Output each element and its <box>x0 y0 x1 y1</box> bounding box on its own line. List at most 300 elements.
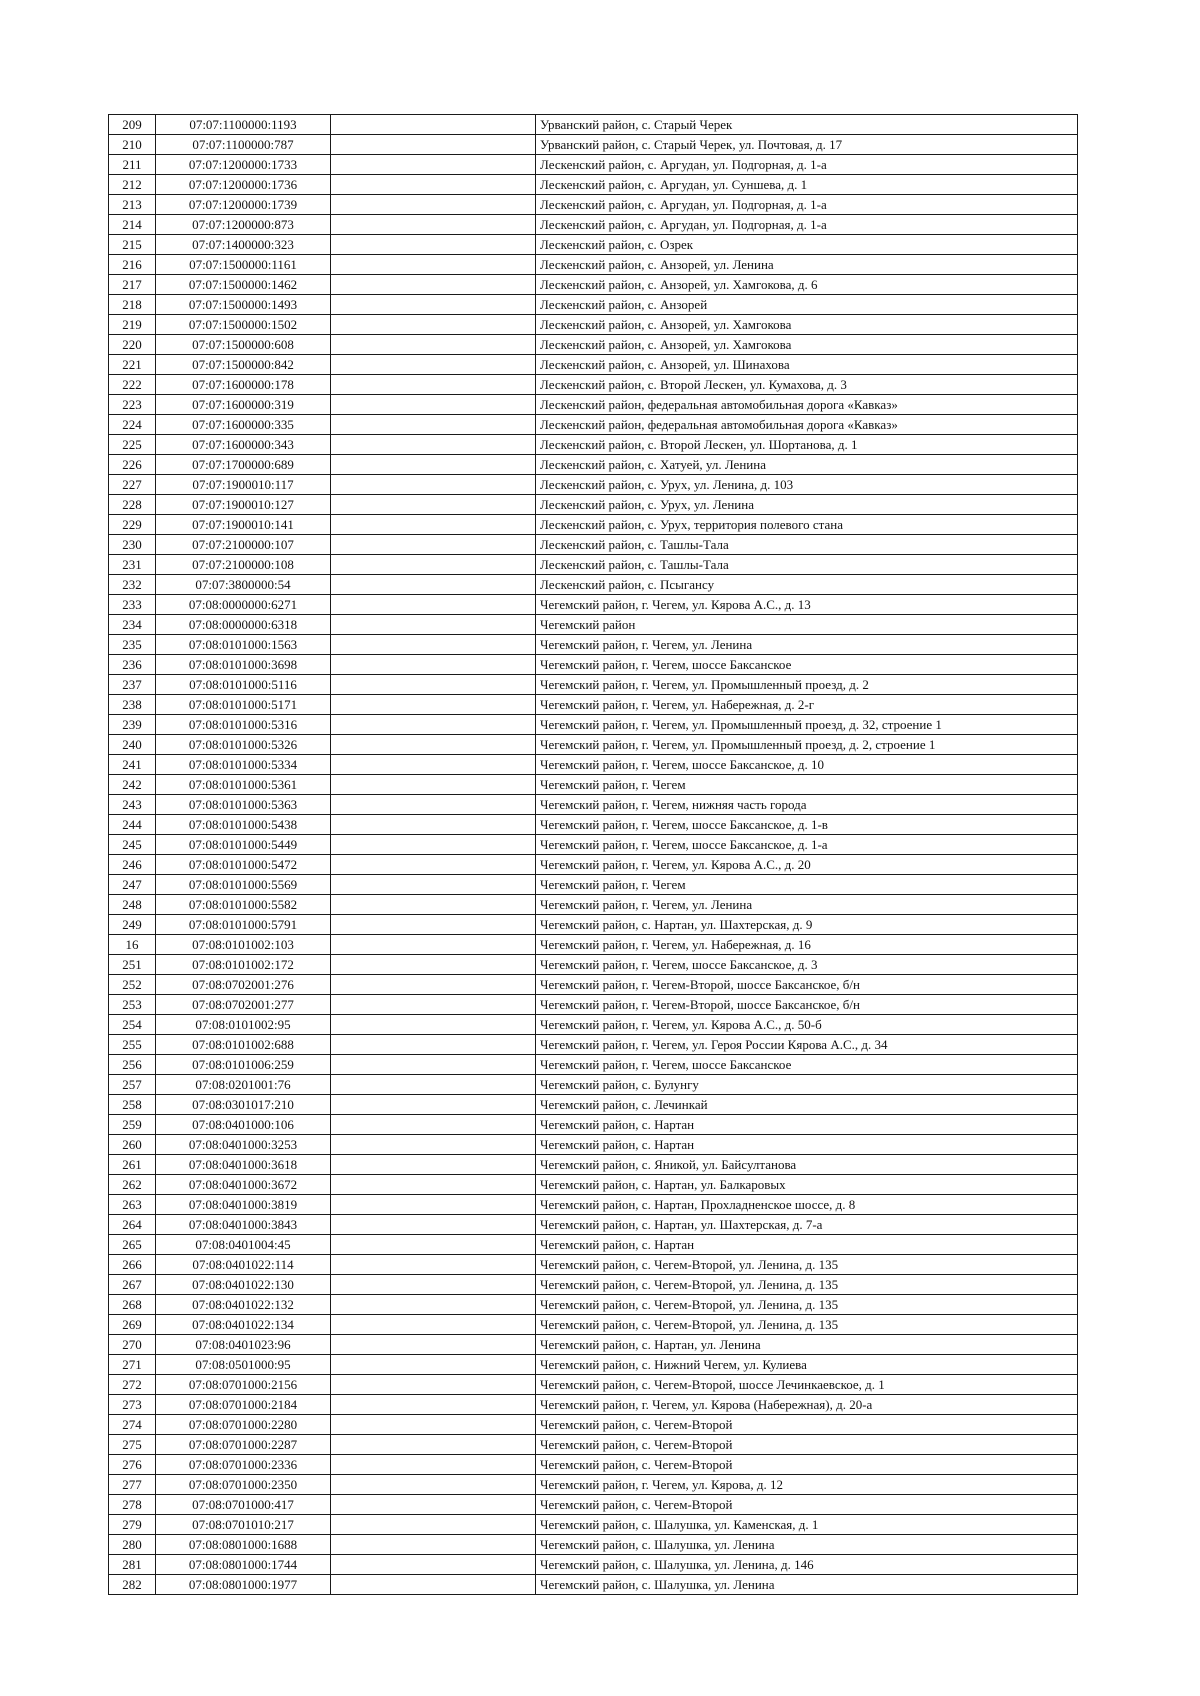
blank-cell <box>331 415 536 435</box>
row-number: 268 <box>109 1295 156 1315</box>
blank-cell <box>331 1015 536 1035</box>
blank-cell <box>331 1275 536 1295</box>
row-number: 209 <box>109 115 156 135</box>
table-row <box>109 1295 1078 1315</box>
cadastral-number: 07:08:0101006:259 <box>156 1055 331 1075</box>
cadastral-number: 07:08:0701010:217 <box>156 1515 331 1535</box>
cadastral-number: 07:08:0401004:45 <box>156 1235 331 1255</box>
blank-cell <box>331 135 536 155</box>
row-number: 234 <box>109 615 156 635</box>
address: Чегемский район, г. Чегем-Второй, шоссе Баксанское, б/н <box>536 995 1078 1015</box>
address: Чегемский район, с. Шалушка, ул. Ленина <box>536 1575 1078 1595</box>
address: Чегемский район, г. Чегем, ул. Кярова А.С., д. 20 <box>536 855 1078 875</box>
table-row <box>109 515 1078 535</box>
blank-cell <box>331 775 536 795</box>
row-number: 235 <box>109 635 156 655</box>
address: Чегемский район, г. Чегем, шоссе Баксанское, д. 3 <box>536 955 1078 975</box>
address: Чегемский район <box>536 615 1078 635</box>
table-row <box>109 1555 1078 1575</box>
table-row <box>109 495 1078 515</box>
address: Чегемский район, г. Чегем, ул. Кярова А.С., д. 13 <box>536 595 1078 615</box>
row-number: 275 <box>109 1435 156 1455</box>
address: Чегемский район, с. Нартан, ул. Балкаровых <box>536 1175 1078 1195</box>
row-number: 223 <box>109 395 156 415</box>
row-number: 237 <box>109 675 156 695</box>
cadastral-number: 07:07:1200000:1733 <box>156 155 331 175</box>
blank-cell <box>331 735 536 755</box>
address: Чегемский район, с. Нартан, ул. Шахтерская, д. 7-а <box>536 1215 1078 1235</box>
table-row <box>109 1175 1078 1195</box>
blank-cell <box>331 175 536 195</box>
blank-cell <box>331 535 536 555</box>
address: Лескенский район, федеральная автомобильная дорога «Кавказ» <box>536 395 1078 415</box>
cadastral-number: 07:08:0301017:210 <box>156 1095 331 1115</box>
cadastral-number: 07:08:0701000:2350 <box>156 1475 331 1495</box>
blank-cell <box>331 1535 536 1555</box>
blank-cell <box>331 1355 536 1375</box>
cadastral-registry-table <box>108 114 1078 1595</box>
cadastral-number: 07:08:0101002:103 <box>156 935 331 955</box>
address: Чегемский район, с. Чегем-Второй, ул. Ленина, д. 135 <box>536 1295 1078 1315</box>
address: Чегемский район, г. Чегем, ул. Промышленный проезд, д. 32, строение 1 <box>536 715 1078 735</box>
cadastral-number: 07:08:0101000:5449 <box>156 835 331 855</box>
address: Чегемский район, г. Чегем, ул. Кярова (Набережная), д. 20-а <box>536 1395 1078 1415</box>
cadastral-number: 07:08:0000000:6271 <box>156 595 331 615</box>
blank-cell <box>331 215 536 235</box>
address: Чегемский район, г. Чегем, шоссе Баксанское, д. 1-в <box>536 815 1078 835</box>
address: Лескенский район, с. Аргудан, ул. Подгорная, д. 1-а <box>536 215 1078 235</box>
address: Чегемский район, с. Нартан, ул. Ленина <box>536 1335 1078 1355</box>
row-number: 267 <box>109 1275 156 1295</box>
row-number: 224 <box>109 415 156 435</box>
row-number: 249 <box>109 915 156 935</box>
cadastral-number: 07:08:0701000:2156 <box>156 1375 331 1395</box>
cadastral-number: 07:07:1500000:1462 <box>156 275 331 295</box>
address: Чегемский район, г. Чегем <box>536 775 1078 795</box>
table-row <box>109 255 1078 275</box>
table-row <box>109 1455 1078 1475</box>
table-row <box>109 575 1078 595</box>
blank-cell <box>331 1475 536 1495</box>
row-number: 243 <box>109 795 156 815</box>
address: Урванский район, с. Старый Черек, ул. Почтовая, д. 17 <box>536 135 1078 155</box>
table-row <box>109 855 1078 875</box>
cadastral-number: 07:08:0801000:1688 <box>156 1535 331 1555</box>
cadastral-number: 07:07:1900010:117 <box>156 475 331 495</box>
cadastral-number: 07:08:0702001:277 <box>156 995 331 1015</box>
table-row <box>109 775 1078 795</box>
blank-cell <box>331 1035 536 1055</box>
address: Чегемский район, с. Нартан, Прохладненское шоссе, д. 8 <box>536 1195 1078 1215</box>
address: Лескенский район, с. Аргудан, ул. Подгорная, д. 1-а <box>536 155 1078 175</box>
cadastral-number: 07:08:0701000:417 <box>156 1495 331 1515</box>
blank-cell <box>331 375 536 395</box>
cadastral-number: 07:08:0401022:132 <box>156 1295 331 1315</box>
table-row <box>109 1515 1078 1535</box>
row-number: 240 <box>109 735 156 755</box>
table-row <box>109 615 1078 635</box>
cadastral-number: 07:07:1900010:141 <box>156 515 331 535</box>
row-number: 251 <box>109 955 156 975</box>
table-row <box>109 1075 1078 1095</box>
blank-cell <box>331 295 536 315</box>
blank-cell <box>331 475 536 495</box>
table-row <box>109 315 1078 335</box>
blank-cell <box>331 595 536 615</box>
blank-cell <box>331 1295 536 1315</box>
blank-cell <box>331 1455 536 1475</box>
table-row <box>109 675 1078 695</box>
table-row <box>109 415 1078 435</box>
address: Лескенский район, с. Урух, ул. Ленина, д. 103 <box>536 475 1078 495</box>
cadastral-number: 07:08:0401000:3843 <box>156 1215 331 1235</box>
cadastral-number: 07:08:0801000:1744 <box>156 1555 331 1575</box>
table-row <box>109 215 1078 235</box>
row-number: 261 <box>109 1155 156 1175</box>
cadastral-number: 07:08:0401000:3253 <box>156 1135 331 1155</box>
address: Чегемский район, с. Яникой, ул. Байсултанова <box>536 1155 1078 1175</box>
row-number: 257 <box>109 1075 156 1095</box>
row-number: 276 <box>109 1455 156 1475</box>
row-number: 266 <box>109 1255 156 1275</box>
cadastral-number: 07:08:0101000:1563 <box>156 635 331 655</box>
row-number: 218 <box>109 295 156 315</box>
address: Чегемский район, с. Шалушка, ул. Каменская, д. 1 <box>536 1515 1078 1535</box>
blank-cell <box>331 1415 536 1435</box>
blank-cell <box>331 555 536 575</box>
address: Чегемский район, с. Чегем-Второй, ул. Ленина, д. 135 <box>536 1255 1078 1275</box>
row-number: 220 <box>109 335 156 355</box>
blank-cell <box>331 1255 536 1275</box>
cadastral-number: 07:08:0401023:96 <box>156 1335 331 1355</box>
address: Чегемский район, г. Чегем, шоссе Баксанское, д. 10 <box>536 755 1078 775</box>
table-row <box>109 355 1078 375</box>
cadastral-number: 07:07:1500000:842 <box>156 355 331 375</box>
address: Чегемский район, г. Чегем, ул. Промышленный проезд, д. 2 <box>536 675 1078 695</box>
blank-cell <box>331 355 536 375</box>
row-number: 246 <box>109 855 156 875</box>
cadastral-number: 07:07:1900010:127 <box>156 495 331 515</box>
row-number: 252 <box>109 975 156 995</box>
table-row <box>109 955 1078 975</box>
address: Чегемский район, с. Чегем-Второй <box>536 1495 1078 1515</box>
address: Лескенский район, федеральная автомобильная дорога «Кавказ» <box>536 415 1078 435</box>
row-number: 256 <box>109 1055 156 1075</box>
row-number: 263 <box>109 1195 156 1215</box>
blank-cell <box>331 975 536 995</box>
row-number: 265 <box>109 1235 156 1255</box>
table-row <box>109 535 1078 555</box>
table-row <box>109 755 1078 775</box>
cadastral-number: 07:08:0401022:130 <box>156 1275 331 1295</box>
cadastral-number: 07:08:0000000:6318 <box>156 615 331 635</box>
table-row <box>109 915 1078 935</box>
table-row <box>109 995 1078 1015</box>
blank-cell <box>331 195 536 215</box>
blank-cell <box>331 1175 536 1195</box>
row-number: 229 <box>109 515 156 535</box>
blank-cell <box>331 755 536 775</box>
table-row <box>109 1315 1078 1335</box>
table-row <box>109 795 1078 815</box>
blank-cell <box>331 1215 536 1235</box>
blank-cell <box>331 915 536 935</box>
row-number: 259 <box>109 1115 156 1135</box>
blank-cell <box>331 615 536 635</box>
table-row <box>109 875 1078 895</box>
cadastral-number: 07:08:0101000:5361 <box>156 775 331 795</box>
row-number: 236 <box>109 655 156 675</box>
address: Чегемский район, с. Шалушка, ул. Ленина <box>536 1535 1078 1555</box>
cadastral-number: 07:07:1200000:1736 <box>156 175 331 195</box>
table-row <box>109 815 1078 835</box>
table-row <box>109 1415 1078 1435</box>
address: Чегемский район, с. Чегем-Второй <box>536 1455 1078 1475</box>
row-number: 232 <box>109 575 156 595</box>
table-row <box>109 555 1078 575</box>
address: Урванский район, с. Старый Черек <box>536 115 1078 135</box>
cadastral-number: 07:08:0101002:688 <box>156 1035 331 1055</box>
blank-cell <box>331 695 536 715</box>
blank-cell <box>331 995 536 1015</box>
row-number: 222 <box>109 375 156 395</box>
row-number: 214 <box>109 215 156 235</box>
address: Чегемский район, г. Чегем, ул. Набережная, д. 16 <box>536 935 1078 955</box>
table-row <box>109 1135 1078 1155</box>
address: Чегемский район, с. Чегем-Второй, ул. Ленина, д. 135 <box>536 1315 1078 1335</box>
table-row <box>109 735 1078 755</box>
blank-cell <box>331 1435 536 1455</box>
table-row <box>109 1095 1078 1115</box>
row-number: 270 <box>109 1335 156 1355</box>
cadastral-number: 07:08:0401022:114 <box>156 1255 331 1275</box>
table-row <box>109 1355 1078 1375</box>
blank-cell <box>331 875 536 895</box>
table-row <box>109 135 1078 155</box>
table-row <box>109 435 1078 455</box>
address: Чегемский район, г. Чегем, ул. Ленина <box>536 895 1078 915</box>
row-number: 253 <box>109 995 156 1015</box>
table-row <box>109 455 1078 475</box>
cadastral-number: 07:08:0101000:5582 <box>156 895 331 915</box>
blank-cell <box>331 795 536 815</box>
blank-cell <box>331 575 536 595</box>
blank-cell <box>331 835 536 855</box>
table-row <box>109 1475 1078 1495</box>
row-number: 279 <box>109 1515 156 1535</box>
blank-cell <box>331 495 536 515</box>
table-row <box>109 155 1078 175</box>
cadastral-number: 07:08:0201001:76 <box>156 1075 331 1095</box>
cadastral-number: 07:08:0101000:5569 <box>156 875 331 895</box>
cadastral-number: 07:08:0101000:5363 <box>156 795 331 815</box>
row-number: 272 <box>109 1375 156 1395</box>
blank-cell <box>331 715 536 735</box>
cadastral-number: 07:08:0401000:3819 <box>156 1195 331 1215</box>
blank-cell <box>331 255 536 275</box>
row-number: 282 <box>109 1575 156 1595</box>
blank-cell <box>331 1335 536 1355</box>
row-number: 227 <box>109 475 156 495</box>
table-row <box>109 295 1078 315</box>
row-number: 271 <box>109 1355 156 1375</box>
table-row <box>109 395 1078 415</box>
address: Чегемский район, г. Чегем, ул. Промышленный проезд, д. 2, строение 1 <box>536 735 1078 755</box>
cadastral-number: 07:08:0701000:2280 <box>156 1415 331 1435</box>
blank-cell <box>331 955 536 975</box>
address: Чегемский район, с. Нартан <box>536 1115 1078 1135</box>
table-row <box>109 655 1078 675</box>
cadastral-number: 07:08:0701000:2336 <box>156 1455 331 1475</box>
row-number: 233 <box>109 595 156 615</box>
row-number: 230 <box>109 535 156 555</box>
address: Чегемский район, с. Лечинкай <box>536 1095 1078 1115</box>
cadastral-number: 07:08:0701000:2184 <box>156 1395 331 1415</box>
cadastral-number: 07:08:0101000:5326 <box>156 735 331 755</box>
cadastral-number: 07:07:2100000:107 <box>156 535 331 555</box>
row-number: 242 <box>109 775 156 795</box>
table-row <box>109 1435 1078 1455</box>
cadastral-number: 07:08:0101000:3698 <box>156 655 331 675</box>
cadastral-number: 07:07:1500000:1161 <box>156 255 331 275</box>
table-row <box>109 195 1078 215</box>
address: Чегемский район, с. Булунгу <box>536 1075 1078 1095</box>
blank-cell <box>331 935 536 955</box>
row-number: 211 <box>109 155 156 175</box>
cadastral-number: 07:08:0501000:95 <box>156 1355 331 1375</box>
row-number: 219 <box>109 315 156 335</box>
row-number: 239 <box>109 715 156 735</box>
cadastral-number: 07:07:2100000:108 <box>156 555 331 575</box>
row-number: 225 <box>109 435 156 455</box>
address: Чегемский район, г. Чегем, шоссе Баксанское <box>536 1055 1078 1075</box>
cadastral-number: 07:08:0101000:5316 <box>156 715 331 735</box>
address: Чегемский район, г. Чегем, шоссе Баксанское, д. 1-а <box>536 835 1078 855</box>
table-row <box>109 595 1078 615</box>
address: Чегемский район, с. Нижний Чегем, ул. Кулиева <box>536 1355 1078 1375</box>
row-number: 278 <box>109 1495 156 1515</box>
table-row <box>109 1155 1078 1175</box>
address: Чегемский район, г. Чегем, нижняя часть города <box>536 795 1078 815</box>
row-number: 247 <box>109 875 156 895</box>
row-number: 280 <box>109 1535 156 1555</box>
cadastral-number: 07:08:0101000:5116 <box>156 675 331 695</box>
row-number: 281 <box>109 1555 156 1575</box>
address: Чегемский район, с. Чегем-Второй, ул. Ленина, д. 135 <box>536 1275 1078 1295</box>
table-row <box>109 695 1078 715</box>
blank-cell <box>331 1515 536 1535</box>
cadastral-number: 07:08:0401000:3618 <box>156 1155 331 1175</box>
blank-cell <box>331 1375 536 1395</box>
table-row <box>109 175 1078 195</box>
cadastral-number: 07:07:1100000:787 <box>156 135 331 155</box>
blank-cell <box>331 155 536 175</box>
table-row <box>109 235 1078 255</box>
address: Чегемский район, г. Чегем-Второй, шоссе Баксанское, б/н <box>536 975 1078 995</box>
cadastral-number: 07:07:1200000:873 <box>156 215 331 235</box>
blank-cell <box>331 855 536 875</box>
address: Лескенский район, с. Озрек <box>536 235 1078 255</box>
row-number: 258 <box>109 1095 156 1115</box>
row-number: 216 <box>109 255 156 275</box>
row-number: 217 <box>109 275 156 295</box>
row-number: 16 <box>109 935 156 955</box>
cadastral-number: 07:07:1600000:319 <box>156 395 331 415</box>
cadastral-number: 07:07:1700000:689 <box>156 455 331 475</box>
table-row <box>109 895 1078 915</box>
table-row <box>109 1335 1078 1355</box>
table-row <box>109 1015 1078 1035</box>
table-row <box>109 975 1078 995</box>
table-row <box>109 935 1078 955</box>
row-number: 213 <box>109 195 156 215</box>
address: Лескенский район, с. Аргудан, ул. Суншева, д. 1 <box>536 175 1078 195</box>
cadastral-number: 07:07:1500000:1493 <box>156 295 331 315</box>
registry-table-body <box>109 115 1078 1595</box>
address: Лескенский район, с. Анзорей, ул. Хамгокова, д. 6 <box>536 275 1078 295</box>
blank-cell <box>331 1095 536 1115</box>
blank-cell <box>331 655 536 675</box>
address: Чегемский район, с. Чегем-Второй, шоссе Лечинкаевское, д. 1 <box>536 1375 1078 1395</box>
address: Чегемский район, с. Нартан <box>536 1135 1078 1155</box>
cadastral-number: 07:08:0101000:5472 <box>156 855 331 875</box>
address: Чегемский район, г. Чегем, ул. Ленина <box>536 635 1078 655</box>
cadastral-number: 07:07:1600000:335 <box>156 415 331 435</box>
cadastral-number: 07:08:0101000:5334 <box>156 755 331 775</box>
table-row <box>109 115 1078 135</box>
table-row <box>109 1035 1078 1055</box>
cadastral-number: 07:08:0702001:276 <box>156 975 331 995</box>
blank-cell <box>331 1155 536 1175</box>
address: Чегемский район, г. Чегем, ул. Кярова А.С., д. 50-б <box>536 1015 1078 1035</box>
address: Лескенский район, с. Аргудан, ул. Подгорная, д. 1-а <box>536 195 1078 215</box>
table-row <box>109 835 1078 855</box>
address: Чегемский район, г. Чегем, ул. Набережная, д. 2-г <box>536 695 1078 715</box>
row-number: 260 <box>109 1135 156 1155</box>
cadastral-number: 07:08:0401022:134 <box>156 1315 331 1335</box>
row-number: 221 <box>109 355 156 375</box>
cadastral-number: 07:08:0401000:106 <box>156 1115 331 1135</box>
row-number: 277 <box>109 1475 156 1495</box>
blank-cell <box>331 1115 536 1135</box>
table-row <box>109 1575 1078 1595</box>
cadastral-number: 07:08:0101000:5791 <box>156 915 331 935</box>
table-row <box>109 1115 1078 1135</box>
cadastral-number: 07:08:0101002:95 <box>156 1015 331 1035</box>
address: Чегемский район, г. Чегем, ул. Героя России Кярова А.С., д. 34 <box>536 1035 1078 1055</box>
cadastral-number: 07:07:1500000:1502 <box>156 315 331 335</box>
blank-cell <box>331 455 536 475</box>
address: Лескенский район, с. Анзорей <box>536 295 1078 315</box>
address: Лескенский район, с. Ташлы-Тала <box>536 555 1078 575</box>
blank-cell <box>331 1235 536 1255</box>
table-row <box>109 475 1078 495</box>
row-number: 226 <box>109 455 156 475</box>
blank-cell <box>331 1055 536 1075</box>
table-row <box>109 1535 1078 1555</box>
address: Чегемский район, г. Чегем, шоссе Баксанское <box>536 655 1078 675</box>
row-number: 245 <box>109 835 156 855</box>
blank-cell <box>331 435 536 455</box>
blank-cell <box>331 1575 536 1595</box>
table-row <box>109 1255 1078 1275</box>
address: Чегемский район, с. Чегем-Второй <box>536 1415 1078 1435</box>
blank-cell <box>331 335 536 355</box>
row-number: 212 <box>109 175 156 195</box>
blank-cell <box>331 1195 536 1215</box>
row-number: 244 <box>109 815 156 835</box>
table-row <box>109 275 1078 295</box>
